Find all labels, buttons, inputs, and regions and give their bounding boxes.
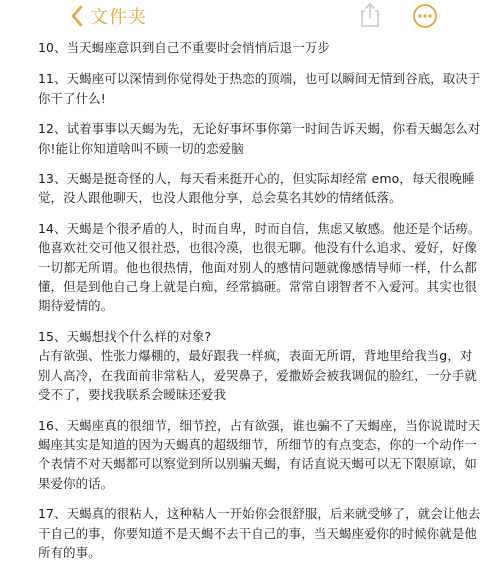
navigation-bar	[0, 0, 500, 34]
note-paragraph: 17、天蝎真的很粘人，这种粘人一开始你会很舒服，后来就受够了，就会让他去干自己的事，你要知道不是天蝎不去干自己的事，当天蝎座爱你的时候你就是他所有的事。	[38, 506, 481, 560]
note-paragraph: 13、天蝎是挺奇怪的人，每天看来挺开心的，但实际却经常 emo，每天很晚睡觉，没人跟他聊天，也没人跟他分享，总会莫名其妙的情绪低落。	[38, 171, 475, 206]
note-paragraph: 12、试着事事以天蝎为先，无论好事坏事你第一时间告诉天蝎，你看天蝎怎么对你!能让你知道啥叫不顾一切的恋爱脑	[38, 121, 481, 156]
back-button[interactable]	[70, 4, 147, 28]
note-paragraph: 10、当天蝎座意识到自己不重要时会悄悄后退一万步	[38, 40, 330, 55]
more-icon	[412, 14, 438, 33]
share-button[interactable]	[358, 2, 384, 28]
chevron-left-icon	[70, 5, 84, 27]
share-icon	[358, 13, 382, 32]
note-paragraph: 16、天蝎座真的很细节，细节控，占有欲强，谁也骗不了天蝎座，当你说谎时天蝎座其实是知道的因为天蝎真的超级细节，所细节的有点变态，你的一个动作一个表情不对天蝎都可以察觉到所以别骗天蝎，有话直说天蝎可以无下限原谅，如果爱你的话。	[38, 417, 481, 491]
note-body[interactable]	[38, 38, 484, 573]
more-button[interactable]	[412, 3, 438, 29]
note-paragraph: 11、天蝎座可以深情到你觉得处于热恋的顶端，也可以瞬间无情到谷底，取决于你干了什么!	[38, 71, 481, 106]
note-paragraph: 14、天蝎是个很矛盾的人，时而自卑，时而自信，焦虑又敏感。他还是个话痨。他喜欢社交可他又很社恐，也很冷漠，也很无聊。他没有什么追求、爱好，好像一切都无所谓。他也很热情，他面对别人的感情问题就像感情导师一样，什么都懂，但是到他自己身上就是白痴，经常搞砸。常常自诩智者不入爱河。其实也很期待爱情的。	[38, 220, 481, 314]
note-paragraph: 15、天蝎想找个什么样的对象? 占有欲强、性张力爆棚的，最好跟我一样疯，表面无所谓，背地里给我当g，对别人高冷，在我面前非常粘人，爱哭鼻子，爱撒娇会被我调侃的脸红，一分手就受不了，要找我联系会暧昧还爱我	[38, 328, 477, 403]
back-button-label: 文件夹	[90, 7, 147, 28]
